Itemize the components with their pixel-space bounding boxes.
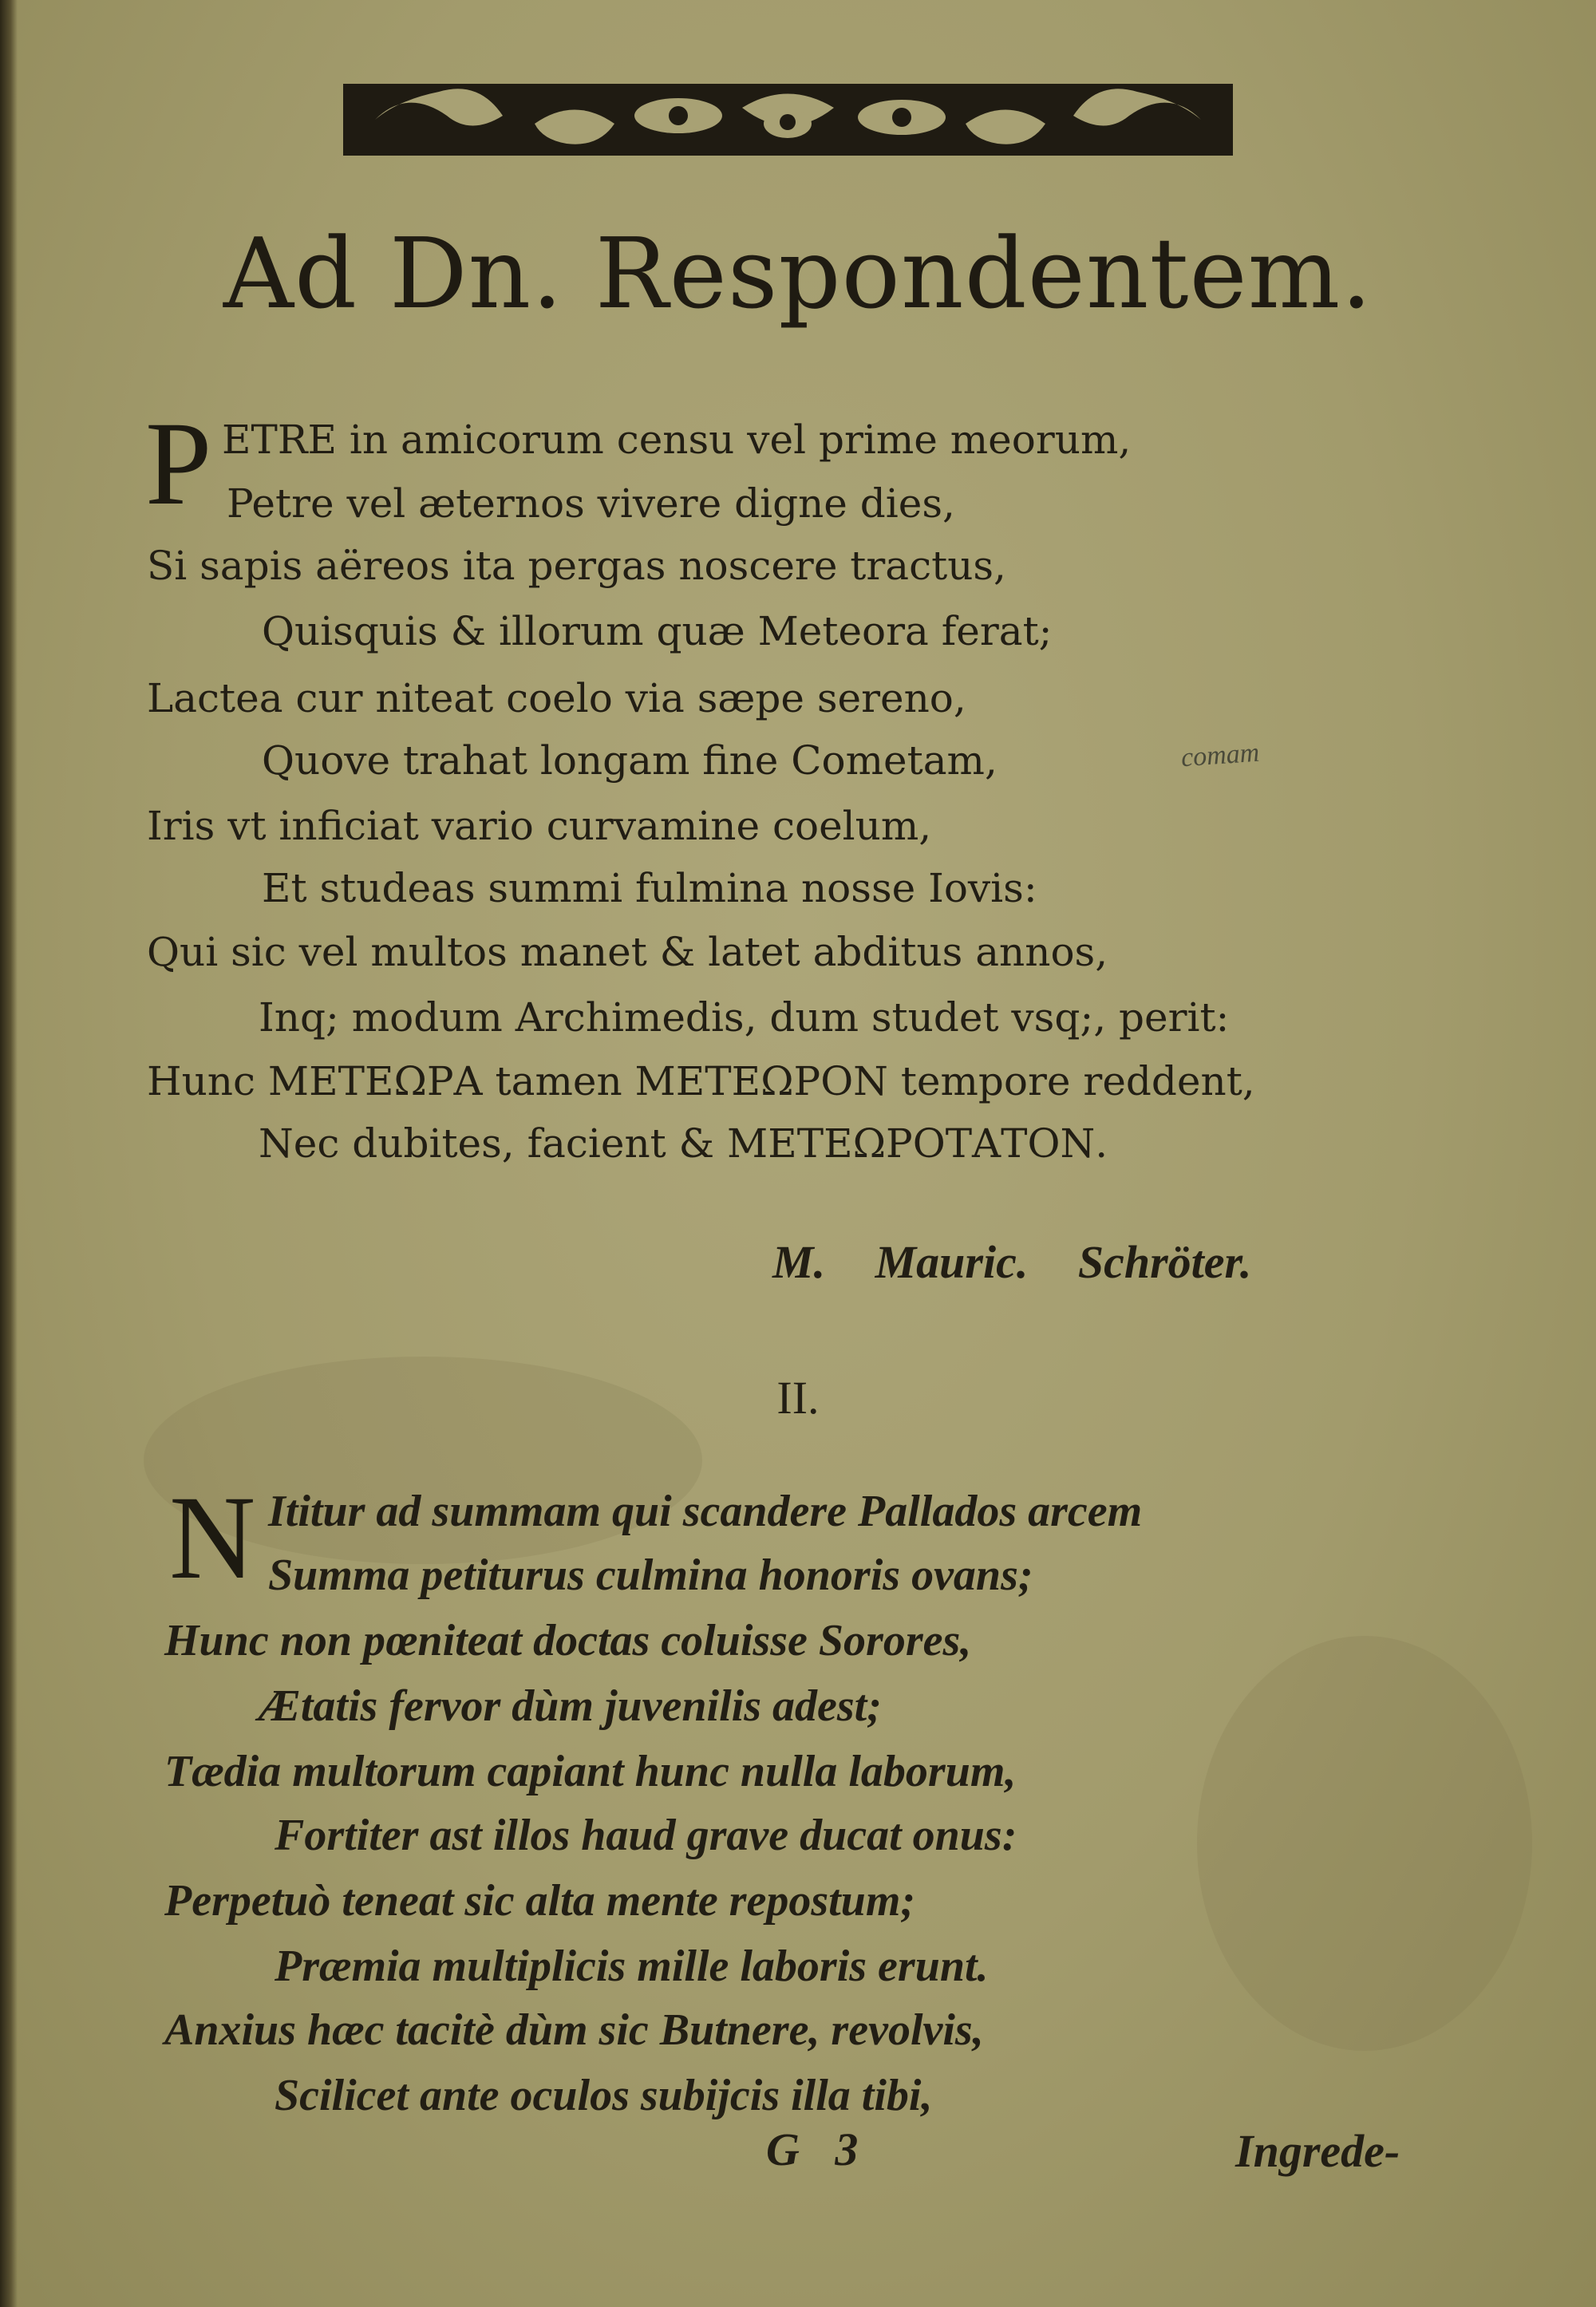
poem2-line: Tædia multorum capiant hunc nulla laborum, — [164, 1747, 1017, 1796]
paper-stain — [1197, 1636, 1532, 2051]
poem1-line: Et studeas summi fulmina nosse Iovis: — [262, 865, 1037, 911]
poem2-line: Summa petiturus culmina honoris ovans; — [268, 1551, 1033, 1600]
page-title: Ad Dn. Respondentem. — [223, 217, 1373, 330]
page-spine-shadow — [0, 0, 18, 2307]
poem2-line: Perpetuò teneat sic alta mente repostum; — [164, 1876, 916, 1926]
drop-cap-p: P — [145, 397, 212, 530]
section-numeral: II. — [776, 1372, 820, 1424]
poem1-signature: M. Mauric. Schröter. — [772, 1236, 1252, 1288]
handwritten-margin-note: comam — [1179, 737, 1261, 773]
poem1-line: Nec dubites, facient & ΜΕΤΕΩΡΟΤΑΤΟΝ. — [259, 1120, 1108, 1167]
poem2-line: Ititur ad summam qui scandere Pallados arcem — [268, 1487, 1143, 1536]
poem1-line: Petre vel æternos vivere digne dies, — [227, 480, 955, 527]
poem2-line: Ætatis fervor dùm juvenilis adest; — [259, 1681, 882, 1731]
poem2-line: Scilicet ante oculos subijcis illa tibi, — [275, 2071, 933, 2120]
drop-cap-n: N — [169, 1472, 256, 1604]
poem1-line: ETRE in amicorum censu vel prime meorum, — [222, 417, 1132, 463]
poem1-line: Qui sic vel multos manet & latet abditus annos, — [147, 929, 1108, 975]
poem1-line: Quove trahat longam fine Cometam, — [262, 737, 998, 784]
signature-mark: G 3 — [766, 2123, 859, 2175]
poem1-line: Inq; modum Archimedis, dum studet vsq;, perit: — [259, 994, 1230, 1041]
catchword: Ingrede- — [1235, 2125, 1400, 2177]
poem1-line: Si sapis aëreos ita pergas noscere tractus, — [147, 543, 1006, 589]
poem1-line: Iris vt inficiat vario curvamine coelum, — [147, 803, 932, 849]
poem1-line: Hunc ΜΕΤΕΩΡΑ tamen ΜΕΤΕΩΡΟΝ tempore reddent, — [147, 1058, 1255, 1104]
poem2-line: Fortiter ast illos haud grave ducat onus: — [275, 1811, 1017, 1860]
poem1-line: Quisquis & illorum quæ Meteora ferat; — [262, 608, 1053, 654]
poem2-line: Hunc non pœniteat doctas coluisse Sorores, — [164, 1616, 972, 1665]
poem1-line: Lactea cur niteat coelo via sæpe sereno, — [147, 675, 966, 721]
woodcut-ornament-band — [343, 76, 1233, 164]
poem2-line: Anxius hæc tacitè dùm sic Butnere, revolvis, — [164, 2005, 984, 2055]
poem2-line: Præmia multiplicis mille laboris erunt. — [275, 1942, 989, 1991]
